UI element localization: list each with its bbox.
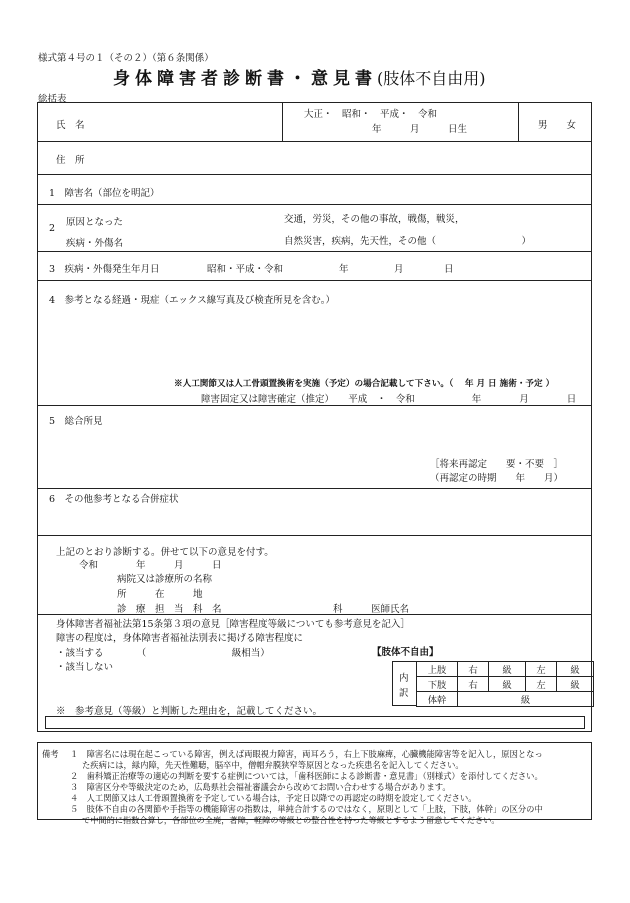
option-not-applicable[interactable]: ・該当しない: [56, 662, 114, 673]
limb-part: 体幹: [417, 692, 458, 707]
remarks-note-5-cont: で中間的に指数合算し，各部位の全廃，著障，軽障の等級との整合性を持った等級とするよう留意してください。: [82, 815, 500, 825]
cause-number: 2: [49, 223, 56, 234]
department-label: 診 療 担 当 科 名: [117, 604, 222, 615]
fixed-date[interactable]: 障害固定又は障害確定（推定） 平成 ・ 令和 年 月 日: [201, 394, 577, 405]
opinion-degree: 障害の程度は，身体障害者福祉法別表に掲げる障害程度に: [56, 633, 304, 644]
breakdown-char-2: 訳: [399, 688, 409, 699]
reason-input-box[interactable]: [45, 716, 585, 729]
declaration-statement: 上記のとおり診断する。併せて以下の意見を付す。: [56, 547, 274, 558]
table-row: [417, 692, 594, 707]
birth-date[interactable]: 年 月 日生: [372, 124, 468, 135]
recertification[interactable]: ［将来再認定 要・不要 ］: [430, 459, 564, 470]
sex-options[interactable]: 男 女: [538, 120, 577, 131]
doctor-name-label: 科 医師氏名: [333, 604, 410, 615]
birth-eras[interactable]: 大正・ 昭和・ 平成・ 令和: [304, 109, 438, 120]
name-label: 氏 名: [56, 120, 85, 131]
recertification-time[interactable]: （再認定の時期 年 月）: [430, 473, 564, 484]
opinion-heading: 身体障害者福祉法第15条第３項の意見［障害程度等級についても参考意見を記入］: [56, 619, 410, 630]
declaration-date[interactable]: 令和 年 月 日: [79, 560, 222, 571]
limb-part: 下肢: [417, 677, 458, 692]
page-title: [113, 64, 486, 89]
limb-left-grade[interactable]: 級: [557, 677, 594, 692]
onset-eras[interactable]: 昭和・平成・令和: [207, 264, 284, 275]
cause-options-line1[interactable]: 交通，労災，その他の事故，戦傷，戦災，: [284, 214, 465, 225]
cause-label-line1: 原因となった: [66, 217, 124, 228]
limb-table-title: 【肢体不自由】: [372, 647, 439, 658]
breakdown-char-1: 内: [399, 673, 409, 684]
limb-grade-table: [416, 661, 594, 707]
remarks-note-1: １ 障害名には現在起こっている障害，例えば両眼視力障害，両耳ろう，右上下肢麻痺，心臓機能障害等を記入し，原因となっ: [70, 749, 543, 759]
remarks-label: 備考: [42, 749, 59, 759]
remarks-note-5: ５ 肢体不自由の各関節や手指等の機能障害の指数は，単純合計するのではなく，原則として「上肢，下肢，体幹」の区分の中: [70, 804, 543, 814]
address-label: 住 所: [56, 155, 85, 166]
remarks-note-2: ２ 歯科矯正治療等の適応の判断を要する症例については，「歯科医師による診断書・意見書」（別様式）を添付してください。: [70, 771, 543, 781]
remarks-note-3: ３ 障害区分や等級決定のため，広島県社会福祉審議会から改めてお問い合わせする場合があります。: [70, 782, 451, 792]
hospital-location-label: 所 在 地: [117, 589, 203, 600]
limb-left: 左: [526, 677, 557, 692]
remarks-note-4: ４ 人工関節又は人工骨頭置換術を予定している場合は，予定日以降での再認定の時期を設定してください。: [70, 793, 477, 803]
limb-right: 右: [458, 677, 489, 692]
limb-right: 右: [458, 662, 489, 677]
limb-right-grade[interactable]: 級: [489, 677, 526, 692]
limb-left: 左: [526, 662, 557, 677]
hospital-name-label: 病院又は診療所の名称: [117, 574, 213, 585]
trunk-grade[interactable]: 級: [458, 692, 594, 707]
title-main: 身体障害者診断書・意見書: [113, 69, 377, 89]
onset-label: 3 疾病・外傷発生年月日: [49, 264, 160, 275]
onset-day: 日: [444, 264, 454, 275]
title-suffix: (肢体不自由用): [377, 69, 486, 88]
remarks-note-1-cont: た疾病には，緑内障，先天性難聴，脳卒中，僧帽弁膜狭窄等原因となった疾患名を記入してください。: [82, 760, 464, 770]
disability-name-label: 1 障害名（部位を明記）: [49, 188, 160, 199]
limb-part: 上肢: [417, 662, 458, 677]
section-label: 総括表: [38, 94, 67, 105]
cause-options-line2[interactable]: 自然災害，疾病，先天性，その他（ ）: [284, 236, 532, 247]
onset-month: 月: [394, 264, 404, 275]
overall-findings-label: 5 総合所見: [49, 416, 103, 427]
cause-label-line2: 疾病・外傷名: [66, 238, 124, 249]
table-row: [417, 662, 594, 677]
limb-left-grade[interactable]: 級: [557, 662, 594, 677]
option-applicable[interactable]: ・該当する （ 級相当）: [56, 648, 270, 659]
other-complications-label: 6 その他参考となる合併症状: [49, 494, 179, 505]
onset-year: 年: [339, 264, 349, 275]
opinion-reason-label: ※ 参考意見（等級）と判断した理由を，記載してください。: [56, 706, 323, 717]
joint-replacement-note: ※人工関節又は人工骨頭置換術を実施（予定）の場合記載して下さい。（ 年 月 日 施術・予定 ）: [174, 379, 555, 389]
history-label: 4 参考となる経過・現症（エックス線写真及び検査所見を含む。）: [49, 295, 336, 306]
limb-right-grade[interactable]: 級: [489, 662, 526, 677]
table-row: [417, 677, 594, 692]
form-number: 様式第４号の１（その２）（第６条関係）: [38, 53, 214, 64]
